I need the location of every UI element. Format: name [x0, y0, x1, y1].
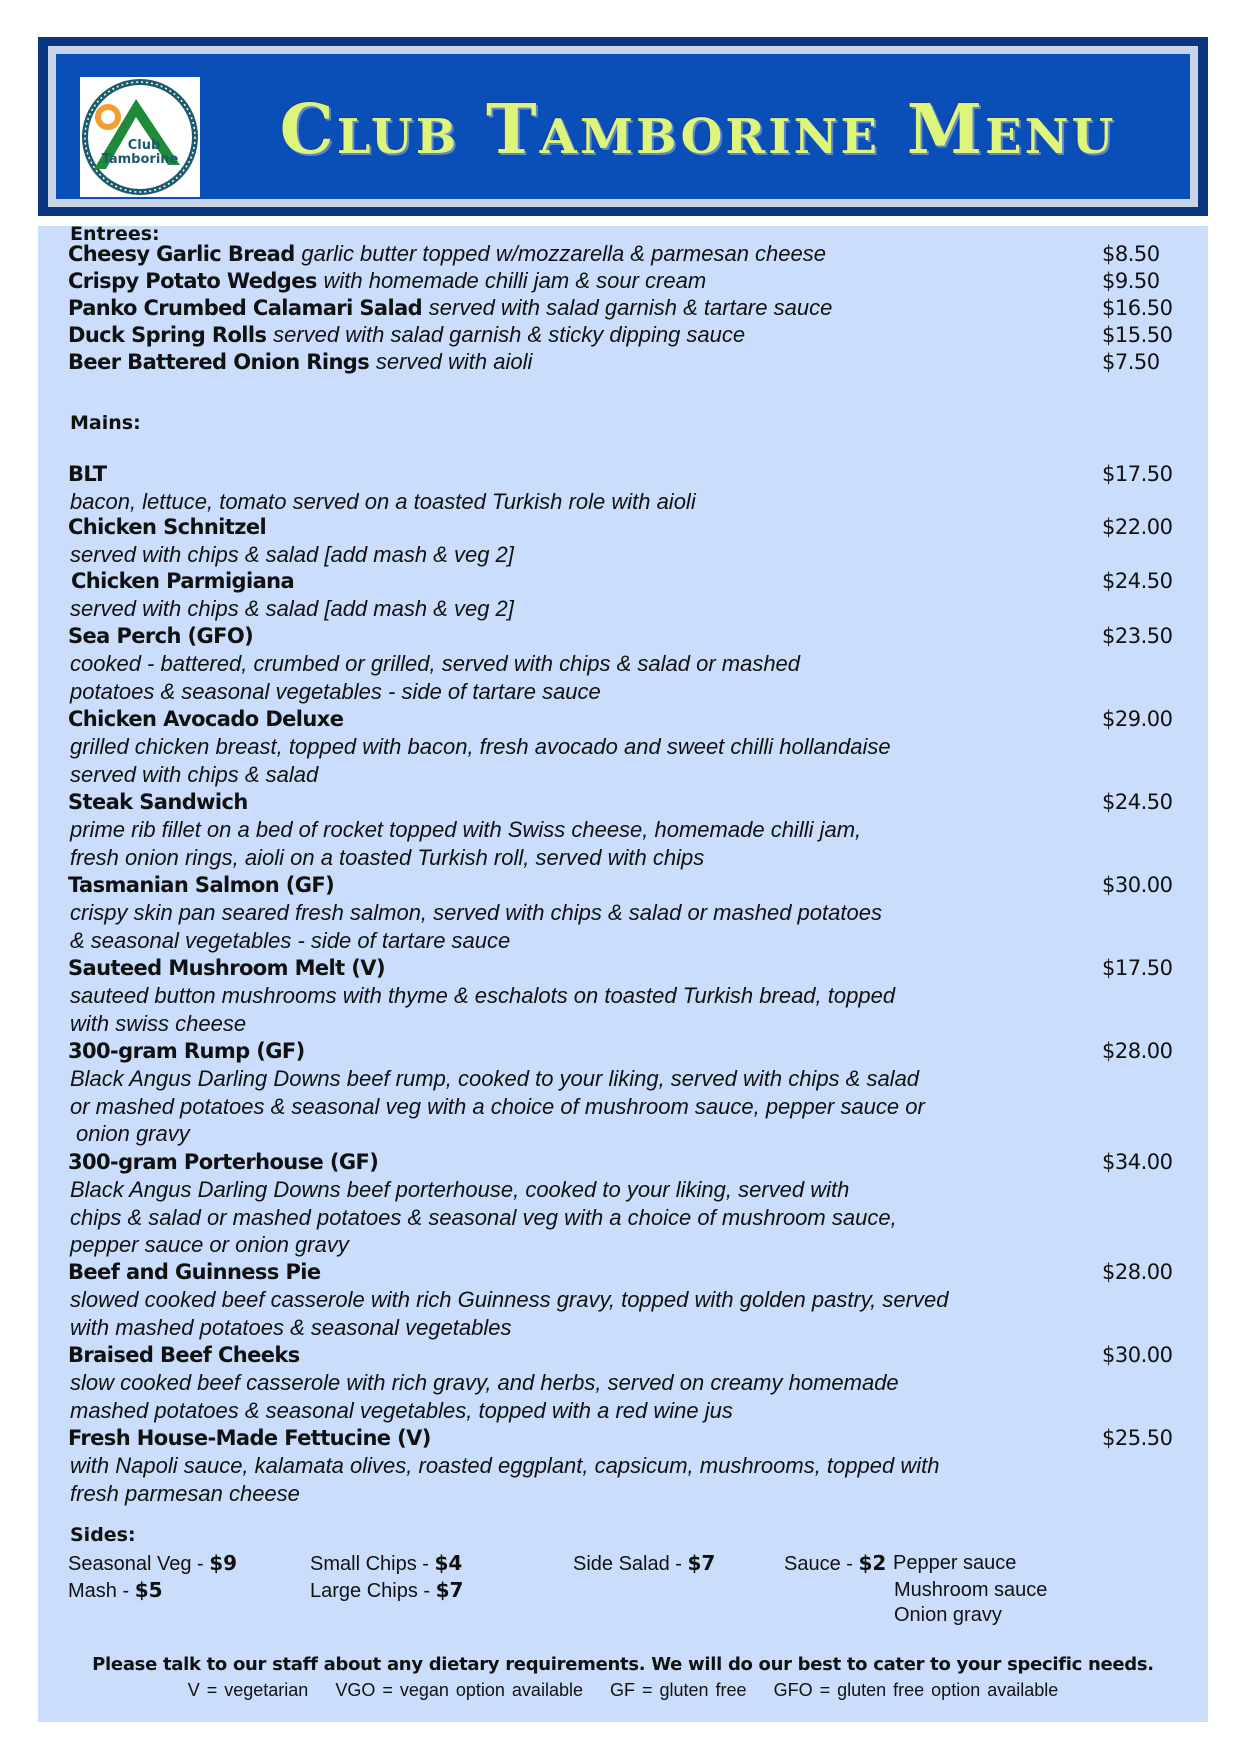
- main-item: [68, 513, 1178, 569]
- entree-item: [68, 294, 1178, 322]
- side-item: Mash - $5: [68, 1578, 163, 1602]
- main-item: [68, 954, 1178, 1037]
- main-item: [68, 705, 1178, 788]
- item-price: $29.00: [1102, 707, 1173, 731]
- item-price: $8.50: [1102, 242, 1160, 266]
- item-description: bacon, lettuce, tomato served on a toasted Turkish role with aioli: [70, 489, 696, 514]
- main-item: [68, 1258, 1178, 1341]
- item-description: served with salad garnish & sticky dipping sauce: [273, 322, 746, 347]
- item-price: $24.50: [1102, 790, 1173, 814]
- item-price: $15.50: [1102, 323, 1173, 347]
- item-description: cooked - battered, crumbed or grilled, served with chips & salad or mashed potatoes & seasonal vegetables - side of tartare sauce: [70, 651, 801, 704]
- item-description: sauteed button mushrooms with thyme & eschalots on toasted Turkish bread, topped with swiss cheese: [70, 983, 896, 1036]
- entree-item: [68, 321, 1178, 349]
- main-item: [68, 622, 1178, 705]
- entrees-heading: Entrees:: [70, 223, 160, 245]
- main-item: [68, 1037, 1178, 1148]
- main-item: [68, 567, 1178, 623]
- item-description: served with chips & salad [add mash & veg 2]: [70, 542, 514, 567]
- item-description: grilled chicken breast, topped with bacon, fresh avocado and sweet chilli hollandaise served with chips & salad: [70, 734, 891, 787]
- mains-heading: Mains:: [70, 412, 141, 434]
- legend-gf: GF = gluten free: [610, 1680, 747, 1700]
- item-name: Steak Sandwich: [68, 790, 248, 814]
- item-name: Cheesy Garlic Bread: [68, 242, 295, 266]
- item-price: $28.00: [1102, 1260, 1173, 1284]
- svg-text:Tamborine: Tamborine: [101, 152, 179, 167]
- main-item: [68, 460, 1178, 516]
- item-name: Chicken Avocado Deluxe: [68, 707, 344, 731]
- entree-item: [68, 348, 1178, 376]
- side-item: Side Salad - $7: [573, 1551, 716, 1575]
- item-description: served with chips & salad [add mash & veg 2]: [70, 596, 514, 621]
- side-item: Sauce - $2: [784, 1551, 887, 1575]
- side-item: Large Chips - $7: [310, 1578, 464, 1602]
- item-description: with Napoli sauce, kalamata olives, roasted eggplant, capsicum, mushrooms, topped with fresh parmesan cheese: [70, 1453, 940, 1506]
- main-item: [68, 1148, 1178, 1259]
- club-logo: [80, 77, 200, 197]
- item-price: $9.50: [1102, 269, 1160, 293]
- item-name: Panko Crumbed Calamari Salad: [68, 296, 423, 320]
- item-price: $30.00: [1102, 873, 1173, 897]
- item-price: $24.50: [1102, 569, 1173, 593]
- item-description: Black Angus Darling Downs beef porterhouse, cooked to your liking, served with chips & salad or mashed potatoes & seasonal veg with a choice of mushroom sauce, pepper sauce or onion gravy: [70, 1177, 897, 1257]
- sides-heading: Sides:: [70, 1524, 136, 1546]
- legend-vgo: VGO = vegan option available: [335, 1680, 583, 1700]
- item-name: Crispy Potato Wedges: [68, 269, 317, 293]
- dietary-notice: Please talk to our staff about any dietary requirements. We will do our best to cater to your specific needs.: [92, 1654, 1154, 1675]
- item-name: Braised Beef Cheeks: [68, 1343, 300, 1367]
- item-name: Sauteed Mushroom Melt (V): [68, 956, 385, 980]
- item-name: Sea Perch (GFO): [68, 624, 254, 648]
- item-name: Fresh House-Made Fettucine (V): [68, 1426, 431, 1450]
- item-price: $25.50: [1102, 1426, 1173, 1450]
- item-name: Chicken Schnitzel: [68, 515, 267, 539]
- item-price: $30.00: [1102, 1343, 1173, 1367]
- item-description: Black Angus Darling Downs beef rump, cooked to your liking, served with chips & salad or mashed potatoes & seasonal veg with a choice of mushroom sauce, pepper sauce or onion gravy: [70, 1066, 925, 1146]
- main-item: [68, 1341, 1178, 1424]
- item-name: 300-gram Rump (GF): [68, 1039, 305, 1063]
- club-tamborine-logo-icon: [80, 77, 200, 197]
- item-price: $17.50: [1102, 462, 1173, 486]
- legend-v: V = vegetarian: [187, 1680, 309, 1700]
- sauce-option: Onion gravy: [894, 1604, 1002, 1626]
- item-name: Tasmanian Salmon (GF): [68, 873, 335, 897]
- item-description: served with salad garnish & tartare sauce: [428, 295, 833, 320]
- legend-gfo: GFO = gluten free option available: [773, 1680, 1059, 1700]
- item-name: 300-gram Porterhouse (GF): [68, 1150, 379, 1174]
- menu-header-banner: [38, 37, 1208, 216]
- entree-item: [68, 240, 1178, 268]
- item-description: crispy skin pan seared fresh salmon, served with chips & salad or mashed potatoes & seasonal vegetables - side of tartare sauce: [70, 900, 882, 953]
- menu-title: Club Tamborine Menu: [279, 90, 1117, 170]
- item-description: served with aioli: [375, 349, 533, 374]
- item-description: slow cooked beef casserole with rich gravy, and herbs, served on creamy homemade mashed potatoes & seasonal vegetables, topped with a red wine jus: [70, 1370, 899, 1423]
- item-name: Beef and Guinness Pie: [68, 1260, 321, 1284]
- item-description: slowed cooked beef casserole with rich Guinness gravy, topped with golden pastry, served with mashed potatoes & seasonal vegetables: [70, 1287, 949, 1340]
- item-price: $16.50: [1102, 296, 1173, 320]
- item-price: $17.50: [1102, 956, 1173, 980]
- item-description: garlic butter topped w/mozzarella & parmesan cheese: [301, 241, 826, 266]
- sauce-option: Mushroom sauce: [894, 1579, 1048, 1601]
- item-price: $23.50: [1102, 624, 1173, 648]
- item-price: $7.50: [1102, 350, 1160, 374]
- side-item: Seasonal Veg - $9: [68, 1551, 238, 1575]
- entree-item: [68, 267, 1178, 295]
- svg-text:Club: Club: [127, 138, 161, 153]
- item-name: Duck Spring Rolls: [68, 323, 267, 347]
- sauce-option: Pepper sauce: [893, 1552, 1017, 1574]
- main-item: [68, 1424, 1178, 1507]
- item-name: BLT: [68, 462, 107, 486]
- main-item: [68, 788, 1178, 871]
- item-price: $34.00: [1102, 1150, 1173, 1174]
- item-name: Beer Battered Onion Rings: [68, 350, 370, 374]
- menu-content-panel: [38, 223, 1208, 1722]
- item-description: prime rib fillet on a bed of rocket topped with Swiss cheese, homemade chilli jam, fresh onion rings, aioli on a toasted Turkish roll, served with chips: [70, 817, 862, 870]
- item-description: with homemade chilli jam & sour cream: [323, 268, 707, 293]
- item-price: $22.00: [1102, 515, 1173, 539]
- side-item: Small Chips - $4: [310, 1551, 463, 1575]
- item-name: Chicken Parmigiana: [71, 569, 295, 593]
- main-item: [68, 871, 1178, 954]
- item-price: $28.00: [1102, 1039, 1173, 1063]
- dietary-legend: [38, 1680, 1208, 1701]
